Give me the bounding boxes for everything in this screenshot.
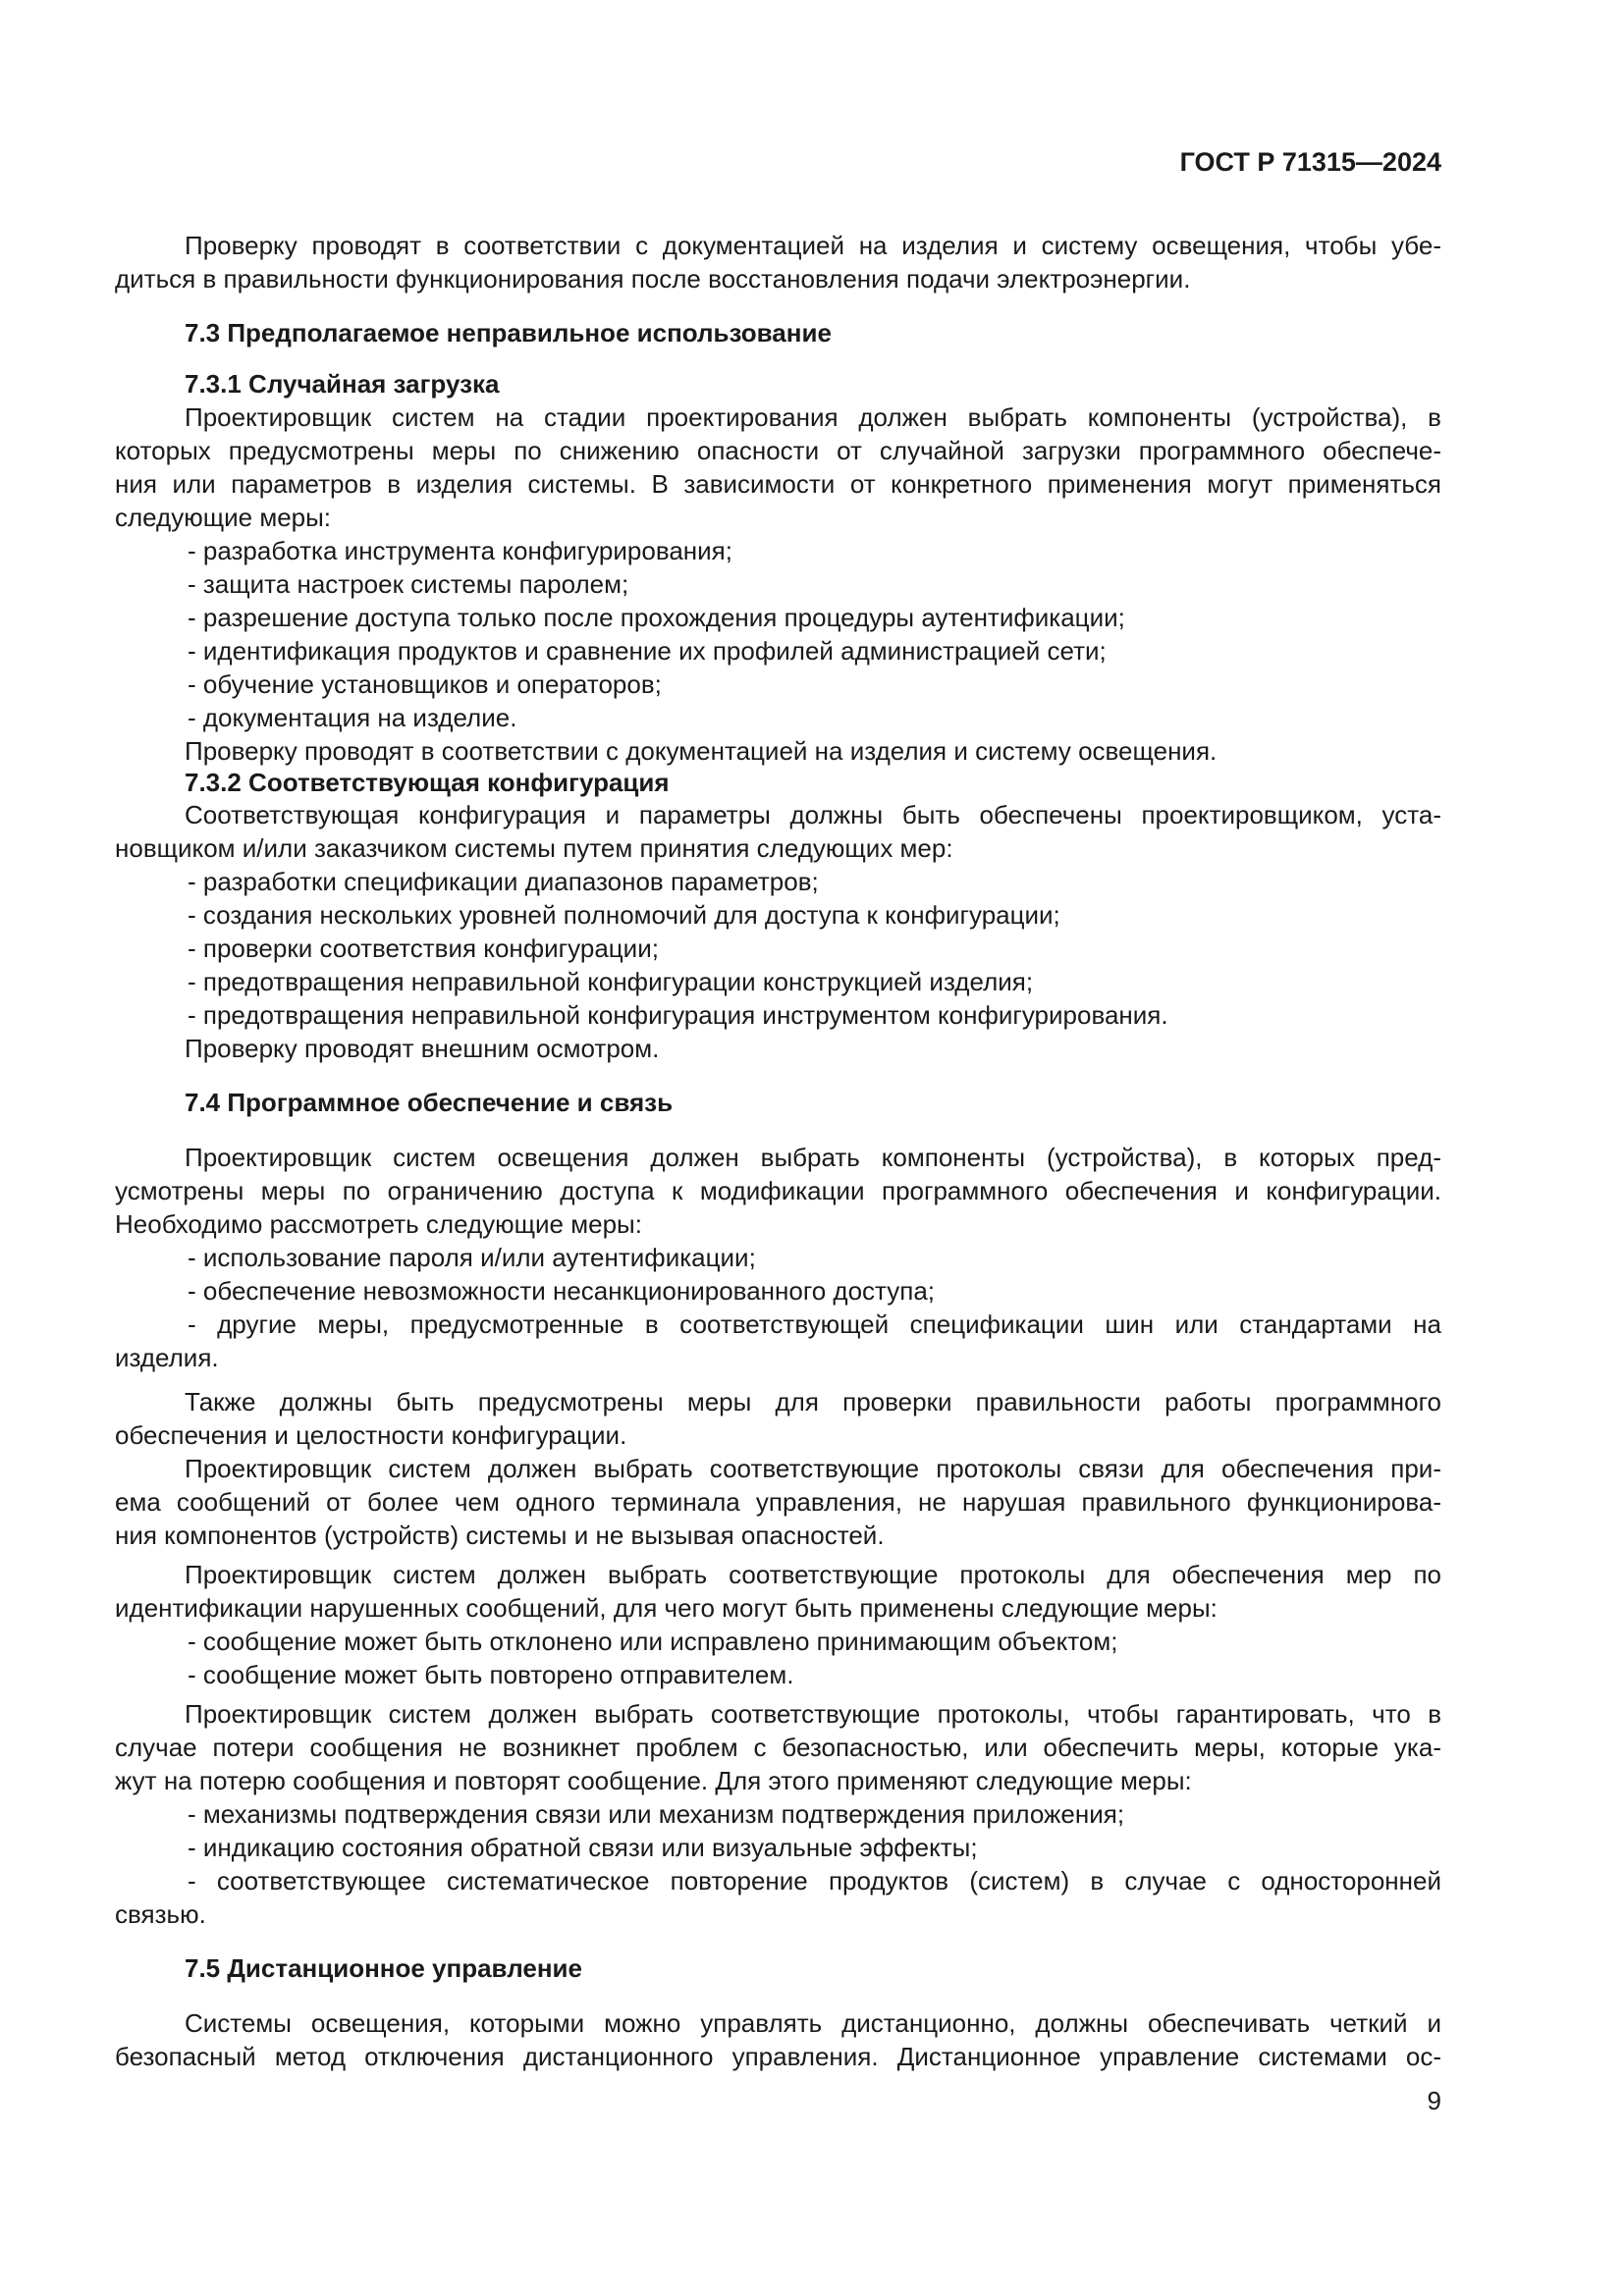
paragraph-line: Проверку проводят внешним осмотром.	[185, 1034, 660, 1063]
paragraph-line: Проектировщик систем должен выбрать соответствующие протоколы, чтобы гарантировать, что в	[185, 1699, 1441, 1729]
paragraph-line: идентификации нарушенных сообщений, для чего могут быть применены следующие меры:	[115, 1593, 1218, 1623]
paragraph-line: Проектировщик систем должен выбрать соответствующие протоколы для обеспечения мер по	[185, 1560, 1441, 1589]
list-item-continuation: связью.	[115, 1899, 206, 1929]
list-item: - разрешение доступа только после прохождения процедуры аутентификации;	[188, 603, 1125, 632]
section-heading-7-5: 7.5 Дистанционное управление	[185, 1953, 582, 1983]
list-item: - механизмы подтверждения связи или механизм подтверждения приложения;	[188, 1799, 1125, 1829]
paragraph-line: случае потери сообщения не возникнет проблем с безопасностью, или обеспечить меры, которые ука-	[115, 1733, 1441, 1762]
document-header: ГОСТ Р 71315—2024	[1179, 147, 1441, 177]
list-item: - другие меры, предусмотренные в соответствующей спецификации шин или стандартами на	[188, 1309, 1441, 1339]
list-item: - сообщение может быть отклонено или исправлено принимающим объектом;	[188, 1627, 1118, 1656]
list-item: - обучение установщиков и операторов;	[188, 669, 662, 699]
paragraph-line: Проектировщик систем на стадии проектирования должен выбрать компоненты (устройства), в	[185, 402, 1441, 432]
paragraph-line: Также должны быть предусмотрены меры для проверки правильности работы программного	[185, 1387, 1441, 1416]
paragraph-line: диться в правильности функционирования после восстановления подачи электроэнергии.	[115, 264, 1191, 294]
list-item: - разработки спецификации диапазонов параметров;	[188, 867, 819, 896]
page-number: 9	[1427, 2086, 1441, 2115]
list-item: - использование пароля и/или аутентификации;	[188, 1243, 756, 1272]
list-item: - создания нескольких уровней полномочий для доступа к конфигурации;	[188, 900, 1060, 930]
section-heading-7-3: 7.3 Предполагаемое неправильное использование	[185, 318, 832, 347]
list-item: - обеспечение невозможности несанкционированного доступа;	[188, 1276, 936, 1306]
list-item: - идентификация продуктов и сравнение их профилей администрацией сети;	[188, 636, 1107, 666]
paragraph-line: которых предусмотрены меры по снижению опасности от случайной загрузки программного обеспече-	[115, 436, 1441, 465]
list-item: - проверки соответствия конфигурации;	[188, 934, 659, 963]
section-heading-7-4: 7.4 Программное обеспечение и связь	[185, 1088, 674, 1117]
paragraph-line: следующие меры:	[115, 503, 332, 532]
paragraph-line: Проверку проводят в соответствии с документацией на изделия и систему освещения, чтобы убе-	[185, 231, 1441, 260]
paragraph-line: Проверку проводят в соответствии с документацией на изделия и систему освещения.	[185, 736, 1218, 766]
subsection-heading-7-3-1: 7.3.1 Случайная загрузка	[185, 369, 500, 399]
paragraph-line: обеспечения и целостности конфигурации.	[115, 1420, 627, 1450]
list-item: - сообщение может быть повторено отправителем.	[188, 1660, 794, 1689]
paragraph-line: новщиком и/или заказчиком системы путем принятия следующих мер:	[115, 833, 953, 863]
list-item: - индикацию состояния обратной связи или визуальные эффекты;	[188, 1833, 978, 1862]
subsection-heading-7-3-2: 7.3.2 Соответствующая конфигурация	[185, 768, 670, 797]
paragraph-line: Проектировщик систем освещения должен выбрать компоненты (устройства), в которых пред-	[185, 1143, 1441, 1172]
paragraph-line: ния или параметров в изделия системы. В зависимости от конкретного применения могут применяться	[115, 469, 1441, 499]
list-item-continuation: изделия.	[115, 1343, 219, 1372]
paragraph-line: Необходимо рассмотреть следующие меры:	[115, 1209, 642, 1239]
paragraph-line: ема сообщений от более чем одного терминала управления, не нарушая правильного функционирова-	[115, 1487, 1441, 1517]
list-item: - защита настроек системы паролем;	[188, 569, 629, 599]
list-item: - предотвращения неправильной конфигурации конструкцией изделия;	[188, 967, 1034, 996]
paragraph-line: Проектировщик систем должен выбрать соответствующие протоколы связи для обеспечения при-	[185, 1454, 1441, 1483]
paragraph-line: усмотрены меры по ограничению доступа к модификации программного обеспечения и конфигурации.	[115, 1176, 1441, 1205]
paragraph-line: жут на потерю сообщения и повторят сообщение. Для этого применяют следующие меры:	[115, 1766, 1192, 1795]
list-item: - соответствующее систематическое повторение продуктов (систем) в случае с односторонней	[188, 1866, 1441, 1896]
paragraph-line: ния компонентов (устройств) системы и не вызывая опасностей.	[115, 1521, 885, 1550]
list-item: - предотвращения неправильной конфигурация инструментом конфигурирования.	[188, 1000, 1168, 1030]
paragraph-line: Соответствующая конфигурация и параметры должны быть обеспечены проектировщиком, уста-	[185, 800, 1441, 829]
list-item: - документация на изделие.	[188, 703, 517, 732]
paragraph-line: безопасный метод отключения дистанционного управления. Дистанционное управление системами ос-	[115, 2042, 1441, 2071]
list-item: - разработка инструмента конфигурирования;	[188, 536, 732, 565]
paragraph-line: Системы освещения, которыми можно управлять дистанционно, должны обеспечивать четкий и	[185, 2008, 1441, 2038]
